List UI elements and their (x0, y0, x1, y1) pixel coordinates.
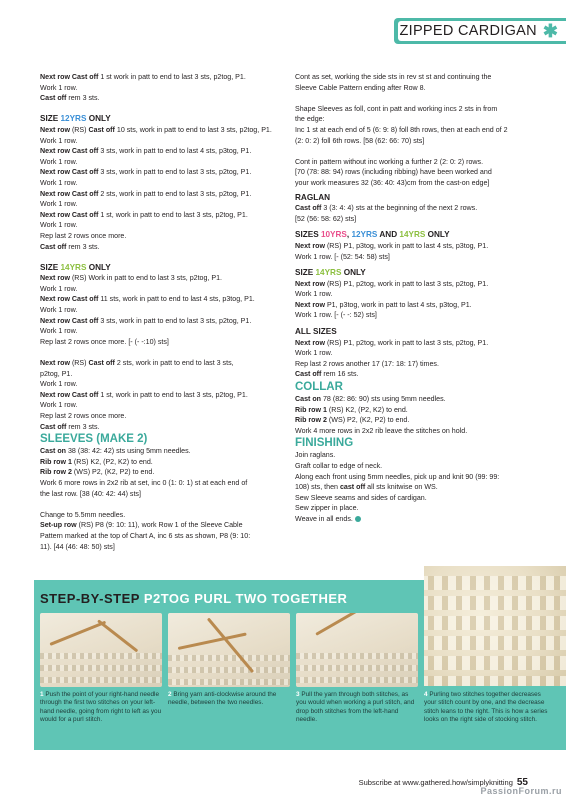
text-line: Work 1 row. (40, 221, 78, 230)
all-sizes-heading: ALL SIZES (295, 327, 337, 337)
text-line: Next row Cast off 11 sts, work in patt to end to last 4 sts, p3tog, P1. (40, 295, 255, 304)
text-line: Next row (RS) Work in patt to end to last 3 sts, p2tog, P1. (40, 274, 223, 283)
text-line: Work 1 row. [- (52: 54: 58) sts] (295, 252, 390, 261)
finishing-heading: FINISHING (295, 437, 354, 450)
step-2-text: 2 Bring yarn anti-clockwise around the needle, between the two needles. (168, 691, 277, 707)
text-line: Next row (RS) P1, p2tog, work in patt to last 3 sts, p2tog, P1. (295, 279, 489, 288)
text-line: Work 1 row. (40, 136, 78, 145)
text-line: Work 4 more rows in 2x2 rib leave the stitches on hold. (295, 426, 468, 435)
text-line: Work 1 row. [- (- -: 52) sts] (295, 311, 377, 320)
text-line: Work 1 row. (40, 284, 78, 293)
text-line: p2tog, P1. (40, 369, 73, 378)
text-line: Cast on 78 (82: 86: 90) sts using 5mm needles. (295, 395, 446, 404)
text-line: Next row Cast off 1 st work in patt to end to last 3 sts, p2tog, P1. (40, 73, 246, 81)
right-column (295, 72, 531, 525)
text-line: Next row Cast off 3 sts, work in patt to end to last 3 sts, p2tog, P1. (40, 316, 252, 325)
paragraph-raglan (295, 203, 531, 224)
step-3-text: 3 Pull the yarn through both stitches, as you would when working a purl stitch, and drop both stitches from the left-hand needle. (296, 691, 415, 724)
text-line: Work 1 row. (40, 157, 78, 166)
text-line: Cast off 3 (3: 4: 4) sts at the beginning of the next 2 rows. (295, 204, 478, 213)
text-line: Rep last 2 rows another 17 (17: 18: 17) times. (295, 359, 439, 368)
page-number: 55 (516, 777, 528, 788)
text-line: (2: 0: 2) foll 6th rows. [58 (62: 66: 70) sts] (295, 136, 425, 145)
text-line: Work 1 row. (40, 380, 78, 389)
sleeves-heading: SLEEVES (MAKE 2) (40, 433, 148, 446)
text-line: Work 1 row. (295, 290, 333, 299)
paragraph-shape-sleeves (295, 104, 531, 146)
text-line: Next row Cast off 1 st, work in patt to end to last 3 sts, p2tog, P1. (40, 210, 248, 219)
text-line: Cast on 38 (38: 42: 42) sts using 5mm needles. (40, 447, 191, 456)
text-line: Work 1 row. (40, 401, 78, 410)
text-line: Work 1 row. (40, 306, 78, 315)
text-line: Set-up row (RS) P8 (9: 10: 11), work Row 1 of the Sleeve Cable (40, 521, 243, 530)
text-line: Work 1 row. (40, 83, 78, 92)
text-line: Shape Sleeves as foll, cont in patt and working incs 2 sts in from (295, 104, 498, 113)
paragraph-cont (295, 157, 531, 189)
paragraph-intro (295, 72, 531, 93)
text-line: [52 (56: 58: 62) sts] (295, 214, 357, 223)
text-line: Inc 1 st at each end of 5 (6: 9: 8) foll 8th rows, then at each end of 2 (295, 125, 508, 134)
text-line: Work 6 more rows in 2x2 rib at set, inc 0 (1: 0: 1) st at each end of (40, 478, 248, 487)
sizes-heading: SIZES 10YRS, 12YRS AND 14YRS ONLY (295, 230, 450, 240)
text-line: Next row (RS) Cast off 2 sts, work in patt to end to last 3 sts, (40, 359, 234, 368)
text-line: Next row Cast off 3 sts, work in patt to end to last 3 sts, p2tog, P1. (40, 168, 252, 177)
step-by-step-title: STEP-BY-STEP P2TOG PURL TWO TOGETHER (40, 591, 348, 606)
text-line: Change to 5.5mm needles. (40, 510, 126, 519)
rep-line: Rep last 2 rows once more. [- (- -:10) sts] (40, 337, 169, 346)
text-line: [70 (78: 88: 94) rows (including ribbing) have been worked and (295, 168, 492, 177)
text-line: Rep last 2 rows once more. (40, 231, 127, 240)
paragraph-size-14-right (295, 279, 531, 321)
pattern-title: ZIPPED CARDIGAN (399, 23, 537, 39)
text-line: Work 1 row. (40, 200, 78, 209)
text-line: Cont in pattern without inc working a further 2 (2: 0: 2) rows. (295, 157, 484, 166)
text-line: the last row. [38 (40: 42: 44) sts] (40, 489, 141, 498)
text-line: Cast off rem 3 sts. (40, 242, 100, 251)
text-line: Next row P1, p3tog, work in patt to last 4 sts, p3tog, P1. (295, 300, 472, 309)
text-line: Sleeve Cable Pattern ending after Row 8. (295, 83, 426, 92)
end-bullet-icon (355, 516, 361, 522)
raglan-heading: RAGLAN (295, 192, 331, 202)
text-line: Rib row 2 (WS) P2, (K2, P2) to end. (40, 468, 155, 477)
step-1-photo (40, 613, 162, 687)
text-line: Pattern marked at the top of Chart A, inc 6 sts as shown, P8 (9: 10: (40, 531, 251, 540)
text-line: Rib row 1 (RS) K2, (P2, K2) to end. (40, 457, 153, 466)
asterisk-icon: ✱ (542, 21, 558, 41)
text-line: Cont as set, working the side sts in rev st st and continuing the (295, 73, 492, 81)
paragraph-size-14 (40, 273, 276, 337)
section-header-tab (394, 18, 566, 44)
section-header-inner (398, 21, 566, 41)
collar-heading: COLLAR (295, 381, 343, 394)
paragraph-size-14-cont (40, 358, 276, 432)
step-4-photo (424, 566, 566, 686)
text-line: Rib row 1 (RS) K2, (P2, K2) to end. (295, 405, 408, 414)
watermark: PassionForum.ru (480, 786, 562, 796)
text-line: Work 1 row. (40, 327, 78, 336)
text-line: Next row Cast off 1 st, work in patt to end to last 3 sts, p2tog, P1. (40, 390, 248, 399)
text-line: Work 1 row. (40, 178, 78, 187)
text-line: the edge: (295, 115, 325, 124)
paragraph-all-sizes (295, 338, 531, 380)
step-1-text: 1 Push the point of your right-hand needle through the first two stitches on your left-hand needle, going from right to left as you would for a purl stitch. (40, 691, 162, 724)
text-line: Next row Cast off 3 sts, work in patt to end to last 4 sts, p3tog, P1. (40, 147, 252, 156)
step-2-photo (168, 613, 290, 687)
text-line: Next row (RS) P1, p2tog, work in patt to last 3 sts, p2tog, P1. (295, 338, 489, 347)
text-line: Next row (RS) P1, p3tog, work in patt to last 4 sts, p3tog, P1. (295, 241, 489, 250)
size-14-heading: SIZE 14YRS ONLY (40, 262, 111, 272)
step-3-photo (296, 613, 418, 687)
text-line: Rep last 2 rows once more. (40, 412, 127, 420)
size-14-only-heading: SIZE 14YRS ONLY (295, 268, 366, 278)
size-12-heading: SIZE 12YRS ONLY (40, 114, 111, 124)
subscribe-link[interactable]: Subscribe at www.gathered.how/simplyknitting (358, 778, 513, 787)
text-line: your work measures 32 (36: 40: 43)cm from the cast-on edge] (295, 178, 490, 187)
text-line: Next row (RS) Cast off 10 sts, work in patt to end to last 3 sts, p2tog, P1. (40, 125, 272, 134)
paragraph-finishing: Join raglans. Graft collar to edge of neck. Along each front using 5mm needles, pick up and knit 90 (99: 99: 108) sts, then cast off all sts knitwise on WS. Sew Sleeve seams and sides of cardigan. Sew zipper in place. Weave in all ends. (295, 451, 500, 523)
paragraph-change-needles (40, 510, 276, 552)
paragraph-collar (295, 394, 531, 436)
paragraph-sizes (295, 241, 531, 262)
paragraph-left-cast-off (40, 72, 276, 104)
text-line: Cast off rem 3 sts. (40, 94, 100, 103)
paragraph-sleeves (40, 446, 276, 499)
step-4-text: 4 Purling two stitches together decreases your stitch count by one, and the decrease stitch leans to the right. This is how a series looks on the right side of stocking stitch. (424, 691, 548, 724)
text-line: Next row Cast off 2 sts, work in patt to end to last 3 sts, p2tog, P1. (40, 189, 252, 198)
paragraph-size-12 (40, 125, 276, 252)
text-line: Work 1 row. (295, 349, 333, 358)
text-line: Rib row 2 (WS) P2, (K2, P2) to end. (295, 416, 410, 425)
text-line: Cast off rem 16 sts. (295, 370, 359, 379)
left-column (40, 72, 276, 552)
text-line: Cast off rem 3 sts. (40, 422, 100, 431)
text-line: 11). [44 (46: 48: 50) sts] (40, 542, 115, 551)
